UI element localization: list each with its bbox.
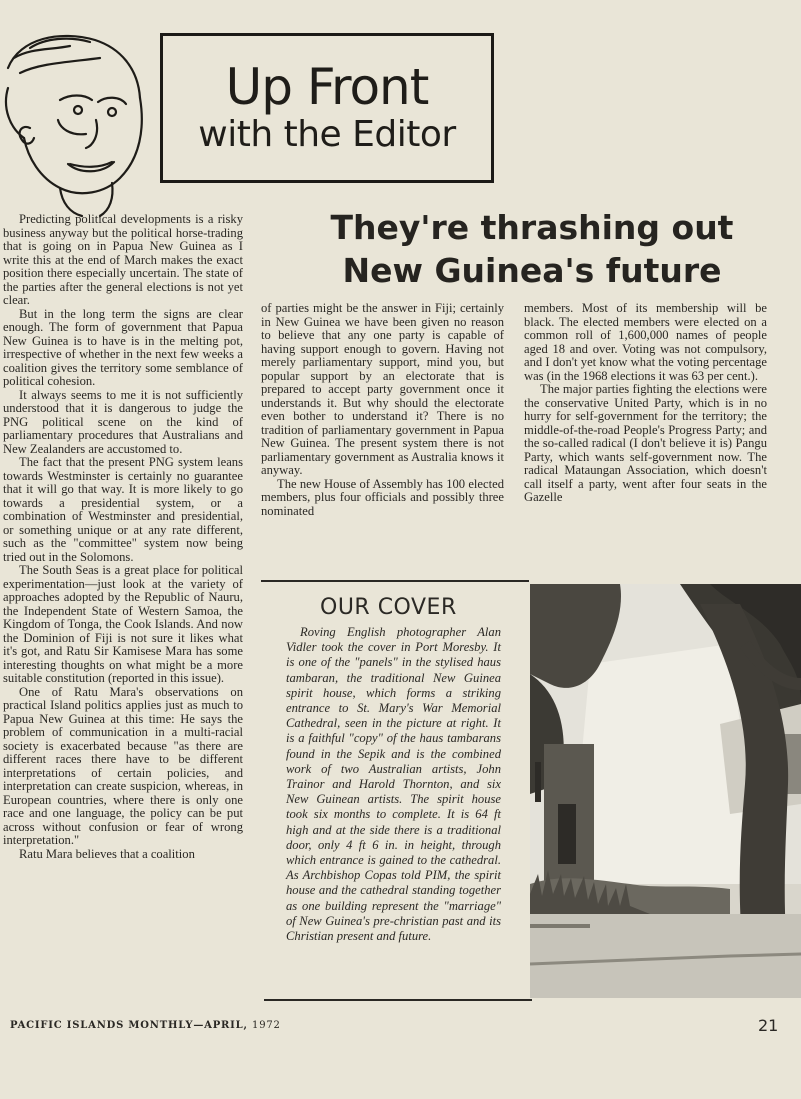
cover-caption-text: Roving English photographer Alan Vidler took the cover in Port Moresby. It is one of the "panels" in the stylised haus tambaran, the traditional New Guinea spirit house, which forms a striking entrance to St. Mary's War Memorial Cathedral, seen in the picture at right. It is a faithful "copy" of the haus tambarans found in the Sepik and is the combined work of two Australian artists, John Trainor and Harold Thornton, and six New Guinean artists. The spirit house took six months to complete. It is 64 ft high and at the side there is a traditional door, only 4 ft 6 in. in height, through which entrance is gained to the cathedral. As Archbishop Copas told PIM, the spirit house and the cathedral standing together as one building represent the "marriage" of New Guinea's pre-christian past and its Christian present and future.	[286, 625, 501, 944]
headline-line-1: They're thrashing out	[330, 208, 734, 247]
article-headline	[262, 206, 801, 292]
paragraph: One of Ratu Mara's observations on practical Island politics applies just as much to Papua New Guinea at this time: He says the problem of communication in a multi-racial society is exacerbated because "as there are different races there have to be different interpretations of certain policies, and interpretation can create suspicion, whereas, in European countries, where there is only one race and one language, the policy can be put across without confusion or fear of wrong interpretation."	[3, 684, 243, 847]
cover-heading: OUR COVER	[320, 595, 457, 620]
cover-bottom-rule	[264, 999, 532, 1001]
paragraph: of parties might be the answer in Fiji; certainly in New Guinea we have been given no reason to believe that any one party is capable of having support enough to govern. Having not merely parliamentary support, mind you, but popular support by an electorate that is prepared to accept party government once it understands it. But why should the electorate even bother to understand it? There is no tradition of parliamentary government in Papua New Guinea. The present system there is not parliamentary government as Australia knows it anyway.	[261, 301, 504, 477]
paragraph: But in the long term the signs are clear enough. The form of government that Papua New Guinea is to have is in the melting pot, irrespective of whether in the next few weeks a coalition gives the territory some semblance of political cohesion.	[3, 306, 243, 388]
masthead-subtitle: with the Editor	[198, 114, 456, 155]
footer-publication	[10, 1020, 281, 1031]
article-column-1	[3, 213, 243, 861]
paragraph: Ratu Mara believes that a coalition	[19, 846, 195, 861]
paragraph: Predicting political developments is a risky business anyway but the political horse-trading that is going on in Papua New Guinea as I write this at the end of March makes the exact position there especially uncertain. The state of the parties after the general elections is not yet clear.	[3, 212, 243, 307]
cover-caption	[286, 625, 501, 944]
article-column-3	[524, 302, 767, 505]
page-number: 21	[758, 1016, 779, 1035]
article-column-2	[261, 302, 504, 518]
editor-caricature	[0, 28, 152, 218]
publication-year: 1972	[252, 1020, 281, 1031]
headline-line-2: New Guinea's future	[342, 251, 722, 290]
paragraph: The fact that the present PNG system leans towards Westminster is certainly no guarantee that it will go that way. It is more likely to go towards a presidential system, or a combination of Westminster and presidential, or something unique or at any rate different, such as the "committee" system now being tried out in the Solomons.	[3, 455, 243, 564]
publication-name: PACIFIC ISLANDS MONTHLY—APRIL,	[10, 1020, 248, 1031]
paragraph: The new House of Assembly has 100 elected members, plus four officials and possibly three nominated	[261, 476, 504, 518]
masthead-box	[160, 33, 494, 183]
paragraph: The South Seas is a great place for political experimentation—just look at the variety of approaches adopted by the Republic of Nauru, the Independent State of Western Samoa, the Kingdom of Tonga, the Cook Islands. And now the Dominion of Fiji is not sure it likes what it's got, and Ratu Sir Kamisese Mara has some interesting thoughts on what might be a more suitable constitution (reported in this issue).	[3, 563, 243, 685]
cathedral-photo	[530, 584, 801, 998]
paragraph: It always seems to me it is not sufficiently understood that it is dangerous to judge the PNG political scene on the kind of parliamentary procedures that Australians and New Zealanders are accustomed to.	[3, 387, 243, 456]
paragraph: The major parties fighting the elections were the conservative United Party, which is in no hurry for self-government for the territory; the middle-of-the-road People's Progress Party; and the so-called radical (I don't believe it is) Pangu Party, which wants self-government now. The radical Mataungan Association, which doesn't call itself a party, went after four seats in the Gazelle	[524, 382, 767, 504]
paragraph: members. Most of its membership will be black. The elected members were elected on a common roll of 1,600,000 names of people aged 18 and over. Voting was not compulsory, and I don't yet know what the voting percentage was (in the 1968 elections it was 63 per cent.).	[524, 301, 767, 383]
masthead-title: Up Front	[225, 58, 429, 116]
cover-top-rule	[261, 580, 529, 582]
